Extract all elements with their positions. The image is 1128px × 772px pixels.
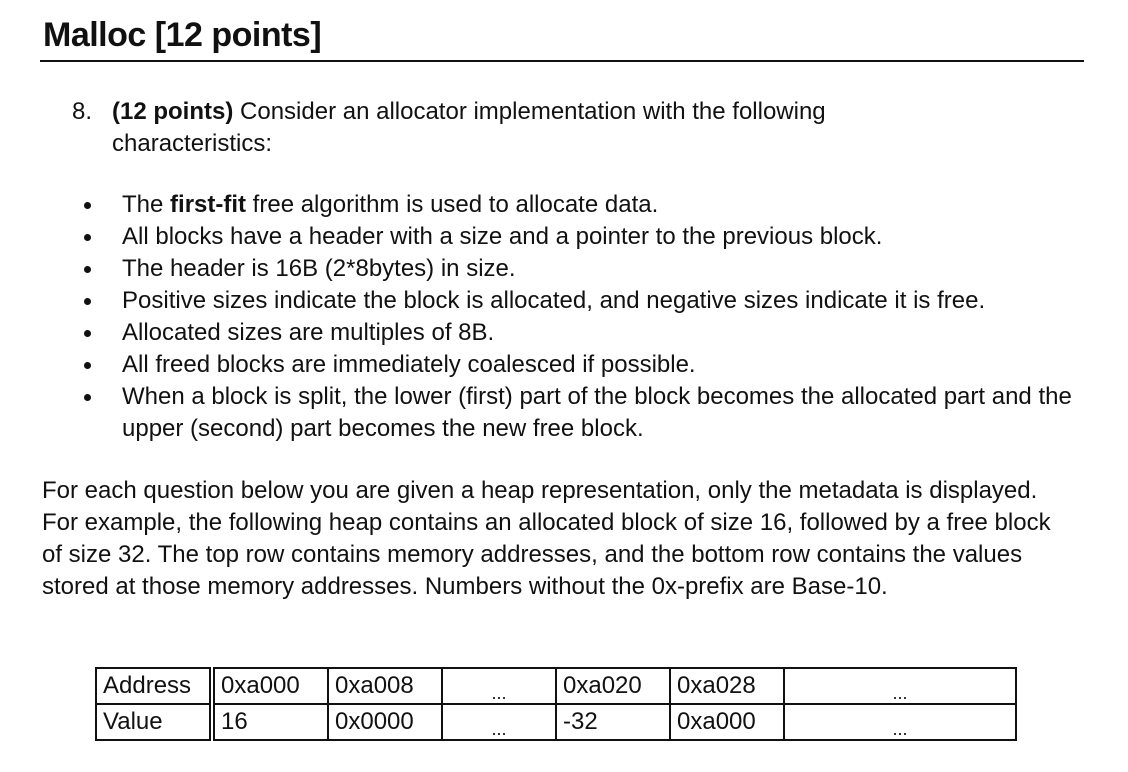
value-cell: -32 <box>556 704 670 740</box>
bullet-icon <box>84 330 91 337</box>
list-item: Allocated sizes are multiples of 8B. <box>80 317 1090 349</box>
row-label-value: Value <box>96 704 212 740</box>
heap-table <box>95 667 1017 741</box>
row-label-address: Address <box>96 668 212 704</box>
section-title: Malloc [12 points] <box>43 16 322 54</box>
ellipsis-cell: ... <box>784 668 1016 704</box>
question-points: (12 points) <box>112 98 234 125</box>
bullet-icon <box>84 298 91 305</box>
bullet-icon <box>84 234 91 241</box>
ellipsis-cell: ... <box>442 704 556 740</box>
question-8 <box>72 96 972 160</box>
ellipsis-cell: ... <box>784 704 1016 740</box>
list-item: All freed blocks are immediately coalesced if possible. <box>80 349 1090 381</box>
bullet-icon <box>84 202 91 209</box>
ellipsis-cell: ... <box>442 668 556 704</box>
value-cell: 0xa000 <box>670 704 784 740</box>
list-item: All blocks have a header with a size and a pointer to the previous block. <box>80 221 1090 253</box>
bullet-icon <box>84 266 91 273</box>
table-row <box>96 704 1016 740</box>
list-item: The header is 16B (2*8bytes) in size. <box>80 253 1090 285</box>
value-cell: 0x0000 <box>328 704 442 740</box>
table-row <box>96 668 1016 704</box>
question-number: 8. <box>72 98 93 125</box>
value-cell: 16 <box>212 704 328 740</box>
list-item: Positive sizes indicate the block is allocated, and negative sizes indicate it is free. <box>80 285 1090 317</box>
question-prompt <box>112 96 972 160</box>
heap-description: For each question below you are given a heap representation, only the metadata is displayed. For example, the following heap contains an allocated block of size 16, followed by a free block of size 32. The top row contains memory addresses, and the bottom row contains the values stored at those memory addresses. Numbers without the 0x-prefix are Base-10. <box>42 477 1051 600</box>
characteristics-list <box>80 189 1090 445</box>
question-text: Consider an allocator implementation with the following characteristics: <box>112 98 826 157</box>
title-underline <box>40 60 1084 62</box>
list-item: The first-fit free algorithm is used to allocate data. <box>80 189 1090 221</box>
bullet-icon <box>84 394 91 401</box>
address-cell: 0xa028 <box>670 668 784 704</box>
address-cell: 0xa020 <box>556 668 670 704</box>
emphasis: first-fit <box>170 191 247 218</box>
address-cell: 0xa000 <box>212 668 328 704</box>
bullet-icon <box>84 362 91 369</box>
list-item: When a block is split, the lower (first) part of the block becomes the allocated part and the upper (second) part becomes the new free block. <box>80 381 1090 445</box>
address-cell: 0xa008 <box>328 668 442 704</box>
